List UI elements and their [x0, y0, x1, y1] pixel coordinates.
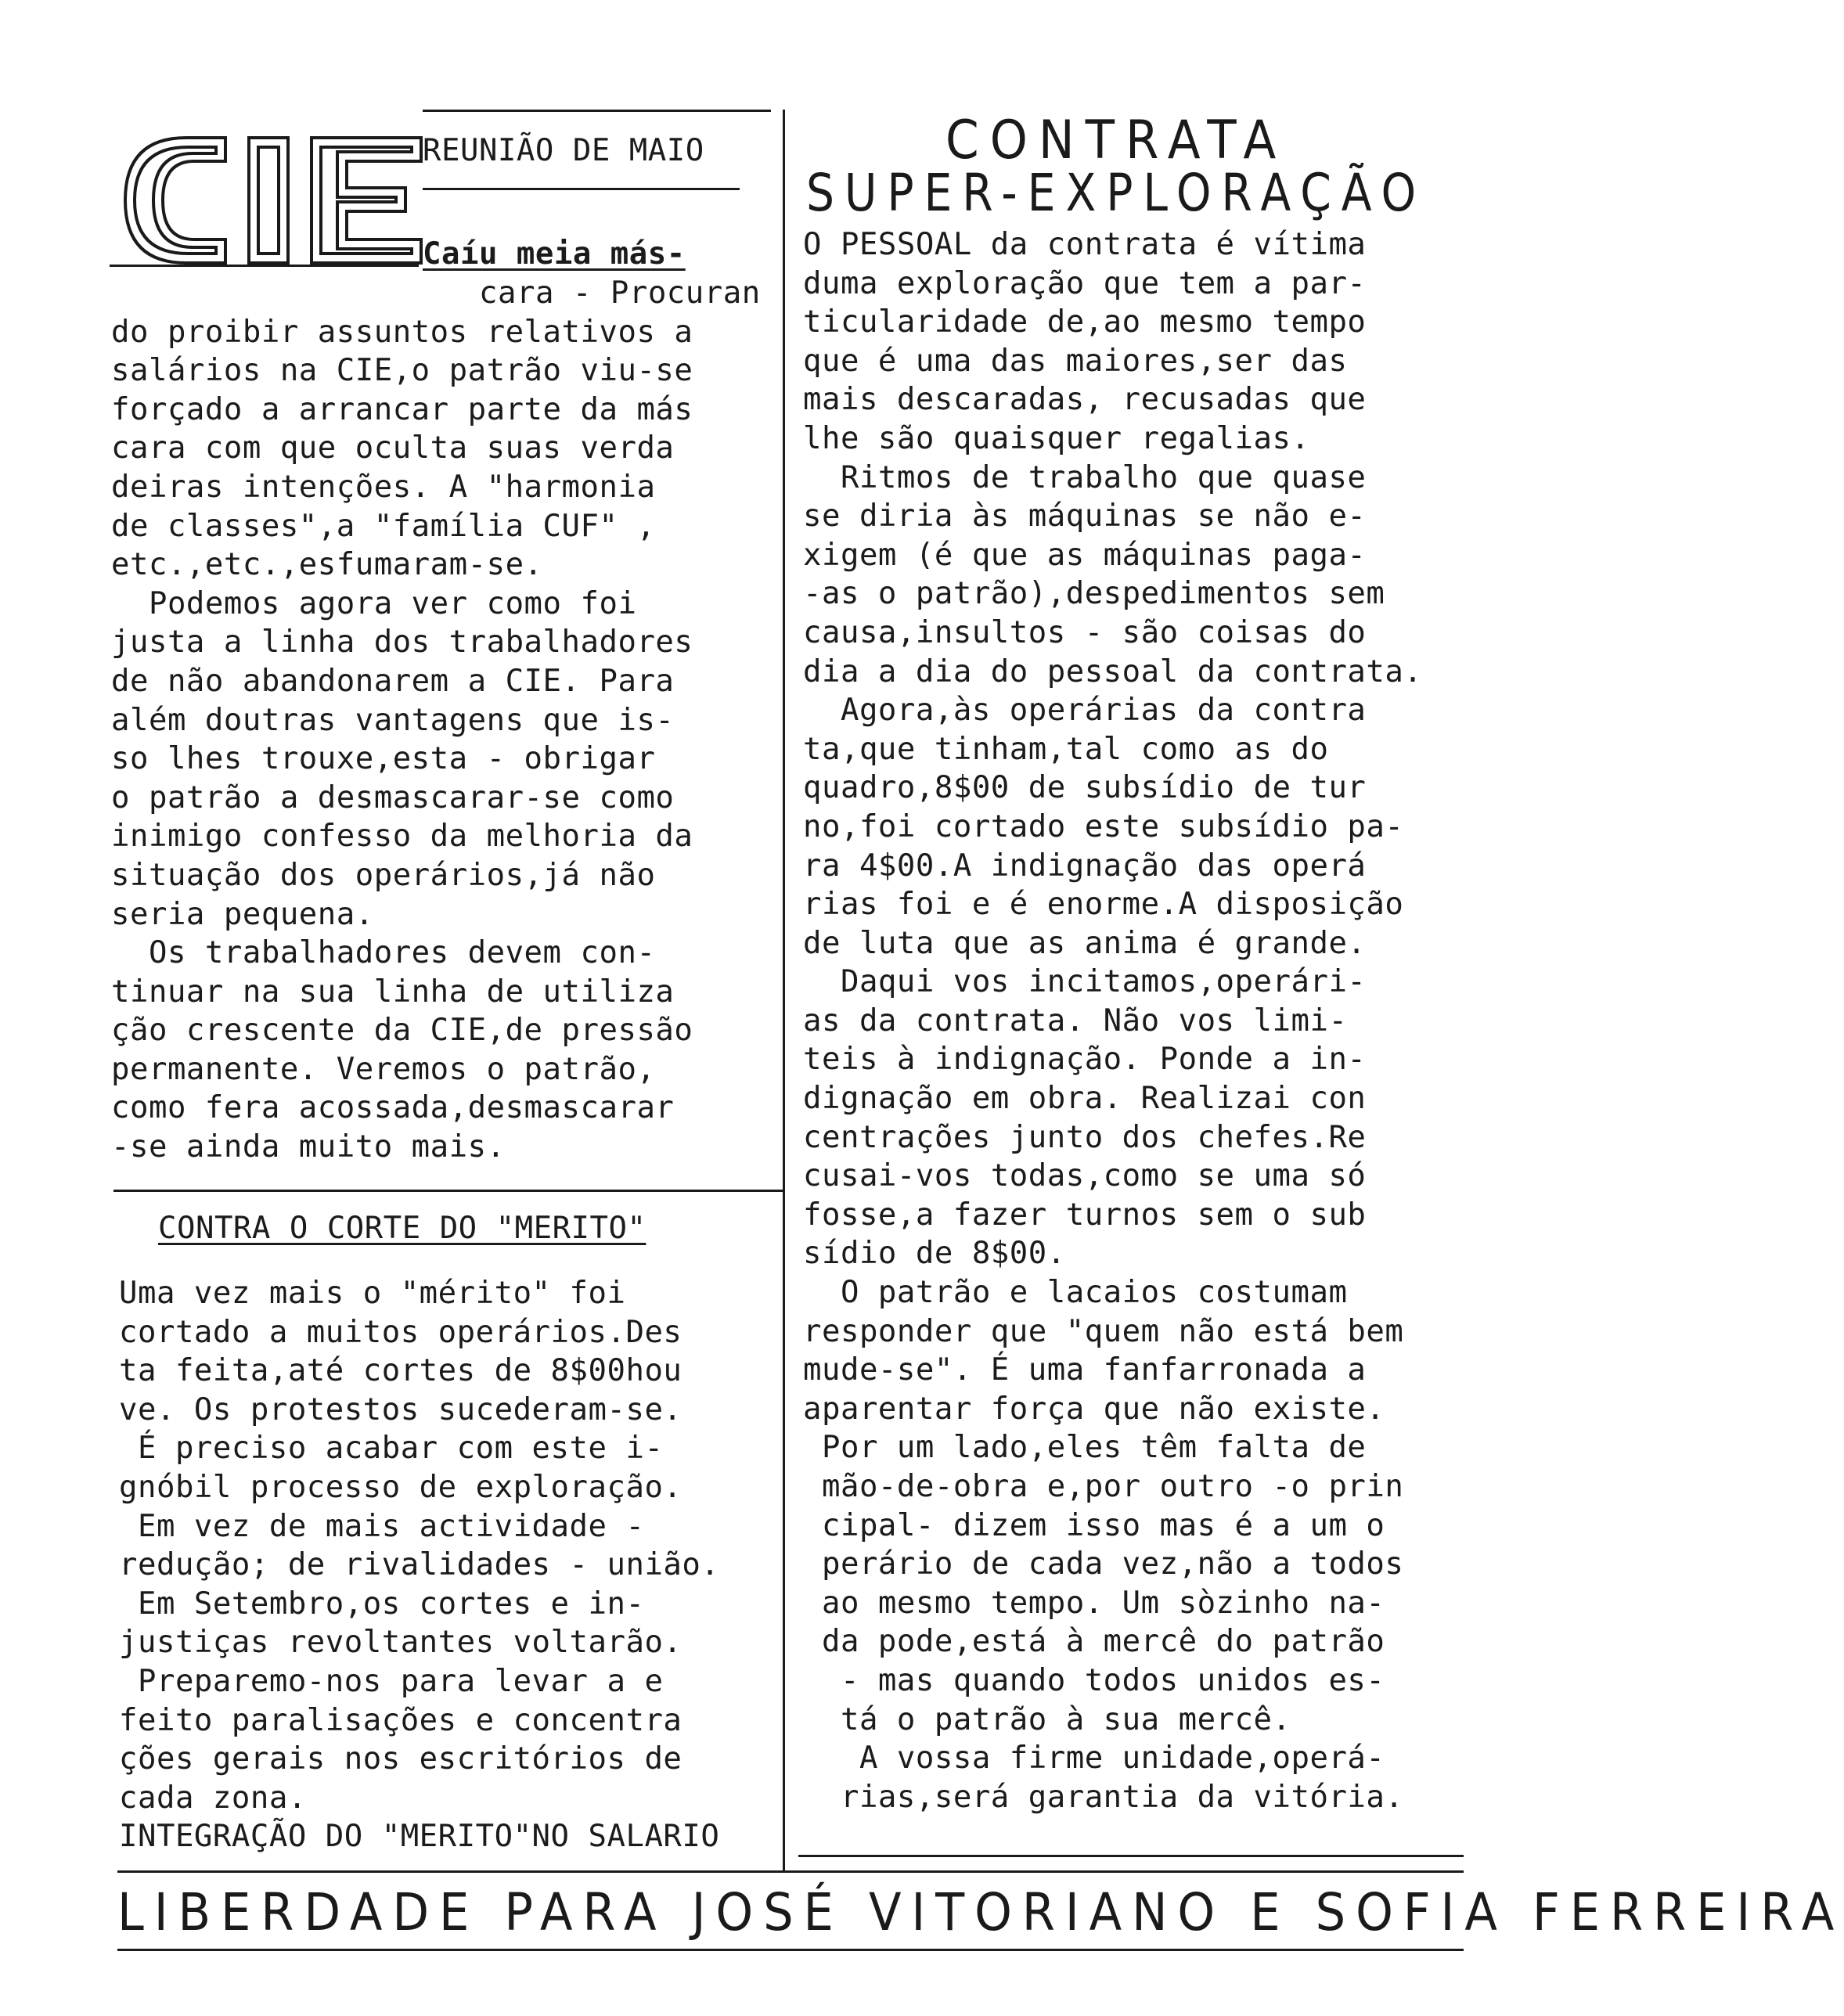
right-line: Daqui vos incitamos,operári- — [803, 964, 1367, 1000]
section-divider — [113, 1190, 783, 1192]
merito-line: Em Setembro,os cortes e in- — [119, 1586, 645, 1622]
right-line: ticularidade de,ao mesmo tempo — [803, 304, 1367, 340]
left-line: so lhes trouxe,esta - obrigar — [111, 741, 656, 777]
merito-line: gnóbil processo de exploração. — [119, 1469, 682, 1505]
right-headline-1: CONTRATA — [945, 110, 1288, 171]
right-line: lhe são quaisquer regalias. — [803, 420, 1310, 456]
left-line: salários na CIE,o patrão viu-se — [111, 353, 693, 389]
right-line: xigem (é que as máquinas paga- — [803, 537, 1367, 573]
merito-line: Preparemo-nos para levar a e — [119, 1663, 664, 1699]
right-bottom-rule — [798, 1855, 1464, 1857]
left-line: etc.,etc.,esfumaram-se. — [111, 547, 543, 583]
right-line: causa,insultos - são coisas do — [803, 614, 1367, 650]
right-line: O PESSOAL da contrata é vítima — [803, 227, 1367, 262]
right-line: que é uma das maiores,ser das — [803, 343, 1348, 379]
right-line: centrações junto dos chefes.Re — [803, 1119, 1367, 1155]
left-section-title: REUNIÃO DE MAIO — [423, 133, 704, 168]
left-article-body — [111, 274, 761, 1167]
right-line: aparentar força que não existe. — [803, 1391, 1385, 1427]
right-line: as da contrata. Não vos limi- — [803, 1003, 1348, 1039]
right-line: A vossa firme unidade,operá- — [803, 1741, 1385, 1777]
left-line: permanente. Veremos o patrão, — [111, 1051, 656, 1087]
right-line: mais descaradas, recusadas que — [803, 382, 1367, 418]
right-line: dia a dia do pessoal da contrata. — [803, 653, 1423, 689]
right-line: fosse,a fazer turnos sem o sub — [803, 1197, 1367, 1233]
right-article-body — [803, 225, 1460, 1816]
merito-line: feito paralisações e concentra — [119, 1702, 682, 1738]
right-line: cipal- dizem isso mas é a um o — [803, 1507, 1385, 1543]
left-line: como fera acossada,desmascarar — [111, 1090, 675, 1126]
merito-line: ve. Os protestos sucederam-se. — [119, 1391, 682, 1427]
right-line: mão-de-obra e,por outro -o prin — [803, 1469, 1404, 1504]
right-line: ra 4$00.A indignação das operá — [803, 848, 1367, 884]
left-line: de classes",a "família CUF" , — [111, 508, 656, 544]
left-line: ção crescente da CIE,de pressão — [111, 1013, 693, 1049]
merito-line: ta feita,até cortes de 8$00hou — [119, 1353, 682, 1389]
left-line: seria pequena. — [111, 896, 374, 932]
footer-rule-top — [117, 1870, 1464, 1873]
left-line: deiras intenções. A "harmonia — [111, 469, 656, 505]
merito-line: cortado a muitos operários.Des — [119, 1314, 682, 1350]
left-line: justa a linha dos trabalhadores — [111, 625, 693, 661]
right-line: - mas quando todos unidos es- — [803, 1662, 1385, 1698]
right-line: ao mesmo tempo. Um sòzinho na- — [803, 1585, 1385, 1621]
right-line: duma exploração que tem a par- — [803, 265, 1367, 301]
right-line: ta,que tinham,tal como as do — [803, 731, 1329, 767]
left-title-rule-top — [423, 110, 771, 112]
right-line: se diria às máquinas se não e- — [803, 499, 1367, 535]
right-line: da pode,está à mercê do patrão — [803, 1624, 1385, 1660]
right-line: Por um lado,eles têm falta de — [803, 1430, 1367, 1466]
right-line: dignação em obra. Realizai con — [803, 1081, 1367, 1117]
merito-line: Em vez de mais actividade - — [119, 1508, 645, 1544]
right-line: Agora,às operárias da contra — [803, 693, 1367, 729]
right-line: quadro,8$00 de subsídio de tur — [803, 770, 1367, 806]
footer-rule-bottom — [117, 1949, 1464, 1951]
right-line: de luta que as anima é grande. — [803, 925, 1367, 961]
right-line: -as o patrão),despedimentos sem — [803, 576, 1385, 612]
merito-line: É preciso acabar com este i- — [119, 1431, 664, 1467]
merito-section-title: CONTRA O CORTE DO "MERITO" — [158, 1211, 646, 1246]
left-line: o patrão a desmascarar-se como — [111, 779, 675, 815]
left-line: do proibir assuntos relativos a — [111, 314, 693, 350]
right-line: responder que "quem não está bem — [803, 1313, 1404, 1349]
right-line: cusai-vos todas,como se uma só — [803, 1158, 1367, 1194]
left-line: cara com que oculta suas verda — [111, 430, 675, 466]
left-line: inimigo confesso da melhoria da — [111, 819, 693, 855]
merito-line: Uma vez mais o "mérito" foi — [119, 1276, 626, 1311]
left-line: de não abandonarem a CIE. Para — [111, 663, 675, 699]
left-headline: Caíu meia más- — [423, 236, 686, 272]
left-line: além doutras vantagens que is- — [111, 702, 675, 738]
footer-slogan: LIBERDADE PARA JOSÉ VITORIANO E SOFIA FERREIRA — [117, 1882, 1844, 1942]
left-line: cara - Procuran — [479, 275, 761, 311]
right-line: Ritmos de trabalho que quase — [803, 459, 1367, 495]
merito-line: cada zona. — [119, 1780, 307, 1816]
right-line: rias foi e é enorme.A disposição — [803, 887, 1404, 923]
right-line: perário de cada vez,não a todos — [803, 1546, 1404, 1582]
left-line: situação dos operários,já não — [111, 857, 656, 893]
right-line: teis à indignação. Ponde a in- — [803, 1042, 1367, 1078]
right-line: mude-se". É uma fanfarronada a — [803, 1352, 1367, 1388]
left-line: tinuar na sua linha de utiliza — [111, 974, 675, 1010]
right-line: sídio de 8$00. — [803, 1236, 1066, 1272]
right-line: no,foi cortado este subsídio pa- — [803, 808, 1404, 844]
left-line: forçado a arrancar parte da más — [111, 391, 693, 427]
merito-line: redução; de rivalidades - união. — [119, 1547, 720, 1583]
right-line: O patrão e lacaios costumam — [803, 1275, 1348, 1311]
right-headline-2: SUPER-EXPLORAÇÃO — [806, 163, 1427, 223]
left-line: Os trabalhadores devem con- — [111, 935, 656, 971]
right-line: tá o patrão à sua mercê. — [803, 1701, 1291, 1737]
merito-line: ções gerais nos escritórios de — [119, 1741, 682, 1777]
column-divider — [783, 110, 785, 1870]
merito-slogan: INTEGRAÇÃO DO "MERITO"NO SALARIO — [119, 1819, 720, 1855]
left-title-rule-mid — [423, 188, 740, 190]
merito-article-body — [119, 1274, 761, 1856]
right-line: rias,será garantia da vitória. — [803, 1779, 1404, 1815]
cie-logo — [108, 124, 437, 276]
left-line: -se ainda muito mais. — [111, 1129, 506, 1165]
left-line: Podemos agora ver como foi — [111, 585, 637, 621]
merito-line: justiças revoltantes voltarão. — [119, 1625, 682, 1661]
